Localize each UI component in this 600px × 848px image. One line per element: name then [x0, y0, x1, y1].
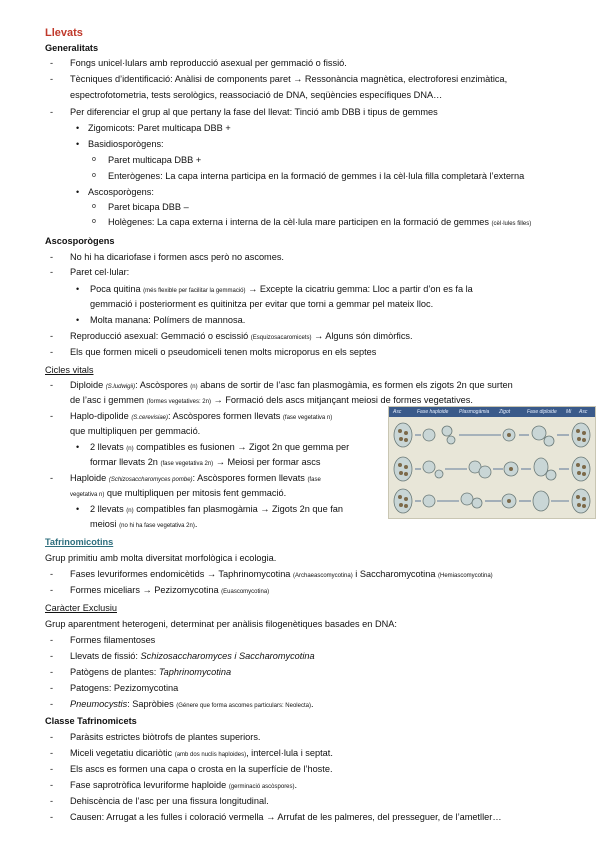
list-dash: -	[50, 651, 54, 661]
figure-label: Mi	[566, 409, 572, 415]
list-dash: -	[50, 380, 54, 390]
list-item: Patogens: Pezizomycotina	[70, 683, 179, 693]
paragraph: Grup primitiu amb molta diversitat morfològica i ecologia.	[45, 553, 277, 563]
text: compatibles es fusionen → Zigot 2n que gemma per	[136, 442, 350, 452]
list-item: que multipliquen per gemmació.	[70, 426, 201, 436]
text: : Ascòspores formen llevats	[192, 473, 305, 483]
text: Holègenes: La capa externa i interna de la cèl·lula mare participen en la formació de gemmes	[108, 217, 489, 227]
list-dash: -	[50, 585, 54, 595]
text: → Alguns són dimòrfics.	[314, 331, 413, 341]
text: abans de sortir de l’asc fan plasmogàmia, es formen els zigots 2n que surten	[200, 380, 513, 390]
text: → Formació dels ascs mitjançant meiosi de formes vegetatives.	[213, 395, 473, 405]
text: Haploide	[70, 473, 107, 483]
list-dash: -	[50, 569, 54, 579]
circle-bullet: o	[92, 156, 96, 163]
text: 2 llevats	[90, 504, 124, 514]
list-dash: -	[50, 764, 54, 774]
text: → Meiosi per formar ascs	[215, 457, 321, 467]
list-item: Fongs unicel·lulars amb reproducció asexual per gemmació o fissió.	[70, 58, 347, 68]
list-item	[90, 456, 320, 470]
text: Poca quitina	[90, 284, 141, 294]
note: (formes vegetatives: 2n)	[146, 399, 211, 405]
note: (n)	[126, 446, 134, 452]
text: → Excepte la cicatriu gemma: Lloc a partir d’on es fa la	[248, 284, 473, 294]
list-item: Tècniques d’identificació: Anàlisi de components paret → Ressonància magnètica, electroforesi enzimàtica,	[70, 74, 508, 84]
bullet: •	[76, 139, 80, 149]
list-item: Ascosporògens:	[88, 187, 154, 197]
species: (Schizosaccharomyces pombe)	[108, 477, 193, 483]
text: : Ascòspores formen llevats	[168, 411, 281, 421]
page-title: Llevats	[45, 27, 83, 39]
circle-bullet: o	[92, 203, 96, 210]
list-dash: -	[50, 748, 54, 758]
text: Reproducció asexual: Gemmació o escissió	[70, 331, 249, 341]
note: (més flexible per facilitar la gemmació)	[143, 288, 246, 294]
list-dash: -	[50, 331, 54, 341]
text: de l’asc i gemmen	[70, 395, 145, 405]
text: , intercel·lula i septat.	[246, 748, 333, 758]
list-item: No hi ha dicariofase i formen ascs però no ascomes.	[70, 252, 284, 262]
list-item: Causen: Arrugat a les fulles i coloració vermella → Arrufat de les palmeres, del presseguer, de l’ametller…	[70, 812, 502, 822]
note: (n)	[126, 508, 134, 514]
text: meiosi	[90, 519, 117, 529]
list-dash: -	[50, 812, 54, 822]
yeast-life-cycle-figure	[388, 406, 596, 519]
figure-label: Plasmogàmia	[459, 409, 490, 415]
note: (Archaeascomycotina)	[293, 573, 353, 579]
list-dash: -	[50, 667, 54, 677]
list-item	[70, 584, 269, 598]
note: (fase vegetativa n)	[282, 415, 333, 421]
note: (amb dos nuclis haploides)	[174, 752, 247, 758]
list-dash: -	[50, 635, 54, 645]
text: .	[294, 780, 298, 790]
list-dash: -	[50, 347, 54, 357]
list-item	[70, 650, 315, 662]
text: Llevats de fissió:	[70, 651, 138, 661]
list-dash: -	[50, 411, 54, 421]
list-item	[90, 503, 343, 517]
section-heading-exclusiu: Caràcter Exclusiu	[45, 603, 117, 613]
list-item	[108, 216, 531, 230]
text: .	[310, 699, 314, 709]
note: (Euascomycotina)	[221, 589, 270, 595]
note: (fase	[307, 477, 321, 483]
text: Diploide	[70, 380, 104, 390]
note: (cèl·lules filles)	[491, 221, 532, 227]
note: (Génere que forma ascomes particulars: Neolecta)	[176, 703, 311, 709]
list-item	[70, 747, 333, 761]
species: Taphrinomycotina	[158, 667, 232, 677]
note: (no hi ha fase vegetativa 2n)	[119, 523, 195, 529]
figure-label: Zigot	[499, 409, 511, 415]
text: i Saccharomycotina	[355, 569, 436, 579]
list-item	[70, 379, 513, 393]
text: que multipliquen per mitosis fent gemmació.	[106, 488, 287, 498]
text: Fases levuriformes endomicètids → Taphrinomycotina	[70, 569, 291, 579]
list-item: Paret bicapa DBB –	[108, 202, 189, 212]
text: .	[194, 519, 198, 529]
list-item: Els que formen miceli o pseudomiceli tenen molts microporus en els septes	[70, 347, 377, 357]
list-item: Basidiosporògens:	[88, 139, 164, 149]
list-item	[70, 698, 314, 712]
text: Miceli vegetatiu dicariòtic	[70, 748, 173, 758]
list-item	[90, 441, 349, 455]
section-heading-tafrinomicotins: Tafrinomicotins	[45, 537, 114, 547]
text: Patògens de plantes:	[70, 667, 157, 677]
note: (fase vegetativa 2n)	[160, 461, 214, 467]
figure-label: Fase haploide	[417, 409, 449, 415]
section-heading-generalitats: Generalitats	[45, 43, 99, 53]
figure-label: Asc	[579, 409, 588, 415]
list-item	[70, 472, 321, 486]
list-dash: -	[50, 732, 54, 742]
list-item: gemmació i posteriorment es quitinitza per evitar que torni a gemmar pel mateix lloc.	[90, 299, 434, 309]
list-dash: -	[50, 699, 54, 709]
text: Haplo-dipolide	[70, 411, 129, 421]
section-heading-cicles: Cicles vitals	[45, 365, 94, 375]
text: compatibles fan plasmogàmia → Zigots 2n que fan	[136, 504, 344, 514]
list-item: Paret cel·lular:	[70, 267, 130, 277]
bullet: •	[76, 187, 80, 197]
text: : Sapròbies	[127, 699, 174, 709]
list-item	[70, 779, 297, 793]
text: 2 llevats	[90, 442, 124, 452]
text: Fase saprotròfica levuriforme haploide	[70, 780, 227, 790]
list-item: espectrofotometria, tests serològics, reassociació de DNA, seqüències específiques DNA…	[70, 90, 443, 100]
circle-bullet: o	[92, 172, 96, 179]
list-dash: -	[50, 252, 54, 262]
section-heading-ascosporogens: Ascosporògens	[45, 236, 115, 246]
list-item	[70, 410, 332, 424]
note: (n)	[190, 384, 198, 390]
note: (Hemiascomycotina)	[438, 573, 493, 579]
list-item: Els ascs es formen una capa o crosta en la superfície de l’hoste.	[70, 764, 333, 774]
species: Pneumocystis	[70, 699, 128, 709]
figure-drawing	[389, 407, 595, 518]
list-dash: -	[50, 267, 54, 277]
bullet: •	[76, 504, 80, 514]
figure-label: Asc	[393, 409, 402, 415]
list-item	[70, 487, 286, 501]
list-dash: -	[50, 74, 54, 84]
note: vegetativa n)	[70, 492, 105, 498]
bullet: •	[76, 315, 80, 325]
list-dash: -	[50, 473, 54, 483]
bullet: •	[76, 284, 80, 294]
section-heading-classe: Classe Tafrinomicets	[45, 716, 137, 726]
text: : Ascòspores	[135, 380, 188, 390]
list-item	[90, 283, 473, 297]
list-item: Paràsits estrictes biòtrofs de plantes superiors.	[70, 732, 261, 742]
text: formar llevats 2n	[90, 457, 158, 467]
list-item: Enterògenes: La capa interna participa en la formació de gemmes i la cèl·lula filla completarà l’externa	[108, 171, 525, 181]
list-item: Formes filamentoses	[70, 635, 156, 645]
list-item	[70, 330, 413, 344]
list-item	[90, 518, 197, 532]
list-dash: -	[50, 780, 54, 790]
species: Schizosaccharomyces i Saccharomycotina	[140, 651, 315, 661]
species: (S.ludwigii)	[105, 384, 136, 390]
list-item	[70, 666, 231, 678]
paragraph: Grup aparentment heterogeni, determinat per anàlisis filogenètiques basades en DNA:	[45, 619, 397, 629]
list-dash: -	[50, 58, 54, 68]
list-item: Paret multicapa DBB +	[108, 155, 202, 165]
text: Formes miceliars → Pezizomycotina	[70, 585, 219, 595]
list-item	[70, 568, 493, 582]
list-dash: -	[50, 107, 54, 117]
list-dash: -	[50, 796, 54, 806]
list-dash: -	[50, 683, 54, 693]
note: (Esquizosacaromicets)	[250, 335, 312, 341]
circle-bullet: o	[92, 218, 96, 225]
bullet: •	[76, 123, 80, 133]
figure-label: Fase diploide	[527, 409, 557, 415]
note: (germinació ascòspores)	[228, 784, 295, 790]
bullet: •	[76, 442, 80, 452]
species: (S.cerevisiae)	[131, 415, 168, 421]
list-item: Dehiscència de l’asc per una fissura longitudinal.	[70, 796, 269, 806]
list-item: Molta manana: Polímers de mannosa.	[90, 315, 246, 325]
list-item: Per diferenciar el grup al que pertany la fase del llevat: Tinció amb DBB i tipus de gemmes	[70, 107, 438, 117]
list-item: Zigomicots: Paret multicapa DBB +	[88, 123, 231, 133]
